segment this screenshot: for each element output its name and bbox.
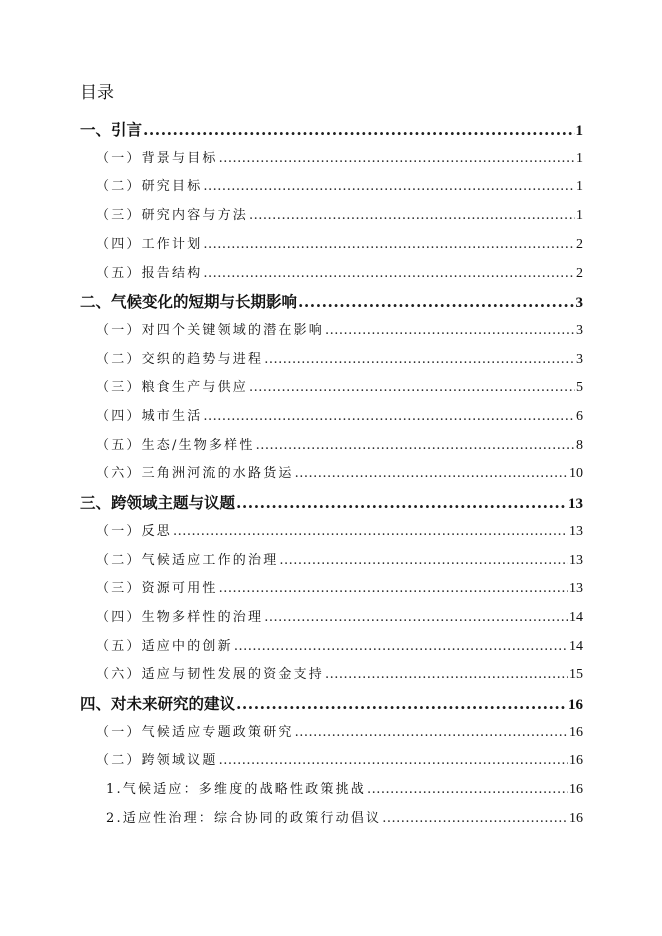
toc-entry-page-number: 1 bbox=[575, 123, 583, 139]
dot-leader bbox=[249, 377, 575, 399]
dot-leader bbox=[219, 148, 575, 170]
toc-entry-page-number: 1 bbox=[576, 179, 583, 195]
toc-entry-label: （三）粮食生产与供应 bbox=[96, 380, 249, 396]
toc-entry-page-number: 13 bbox=[569, 552, 583, 568]
toc-entry-page-number: 13 bbox=[569, 523, 583, 539]
toc-entry[interactable] bbox=[96, 636, 583, 658]
toc-entry[interactable] bbox=[106, 779, 583, 801]
dot-leader bbox=[295, 722, 568, 744]
toc-entry-page-number: 14 bbox=[569, 609, 583, 625]
toc-entry-page-number: 1 bbox=[576, 208, 583, 224]
dot-leader bbox=[203, 263, 575, 285]
toc-entry[interactable] bbox=[96, 234, 583, 256]
dot-leader bbox=[173, 521, 568, 543]
toc-entry-label: （二）气候适应工作的治理 bbox=[96, 552, 279, 568]
dot-leader bbox=[295, 463, 568, 485]
dot-leader bbox=[249, 205, 575, 227]
toc-entry-page-number: 16 bbox=[569, 753, 583, 769]
toc-entry[interactable] bbox=[96, 521, 583, 543]
toc-entry[interactable] bbox=[96, 148, 583, 170]
toc-entry-page-number: 13 bbox=[569, 581, 583, 597]
toc-entry-page-number: 13 bbox=[568, 496, 583, 513]
toc-entry[interactable] bbox=[96, 205, 583, 227]
dot-leader bbox=[264, 607, 568, 629]
toc-entry[interactable] bbox=[96, 463, 583, 485]
toc-entry[interactable] bbox=[96, 377, 583, 399]
toc-entry[interactable] bbox=[80, 492, 583, 514]
toc-entry-label: （六）适应与韧性发展的资金支持 bbox=[96, 667, 325, 683]
toc-entry-label: 三、跨领域主题与议题 bbox=[80, 494, 236, 513]
toc-entry-label: （四）城市生活 bbox=[96, 409, 203, 424]
toc-entry[interactable] bbox=[80, 693, 583, 715]
dot-leader bbox=[256, 435, 575, 457]
toc-entry[interactable] bbox=[96, 349, 583, 371]
dot-leader bbox=[236, 693, 567, 715]
toc-entry-label: （一）气候适应专题政策研究 bbox=[96, 724, 294, 740]
toc-entry[interactable] bbox=[96, 435, 583, 457]
toc-entry[interactable] bbox=[96, 320, 583, 342]
toc-entry-label: （三）资源可用性 bbox=[96, 581, 218, 597]
dot-leader bbox=[279, 550, 568, 572]
dot-leader bbox=[219, 750, 568, 772]
toc-entry-label: （一）背景与目标 bbox=[96, 150, 218, 166]
toc-entry-label: （三）研究内容与方法 bbox=[96, 208, 249, 224]
toc-entry[interactable] bbox=[96, 607, 583, 629]
toc-entry-page-number: 2 bbox=[576, 265, 583, 281]
toc-entry-page-number: 16 bbox=[569, 810, 583, 826]
toc-entry-label: 四、对未来研究的建议 bbox=[80, 695, 236, 713]
toc-entry-page-number: 16 bbox=[569, 782, 583, 798]
toc-entry[interactable] bbox=[96, 664, 583, 686]
toc-entry-label: （五）生态/生物多样性 bbox=[96, 437, 255, 453]
toc-entry-page-number: 14 bbox=[569, 638, 583, 654]
dot-leader bbox=[382, 808, 568, 830]
dot-leader bbox=[203, 176, 575, 198]
toc-entry[interactable] bbox=[96, 550, 583, 572]
toc-entry-page-number: 15 bbox=[569, 667, 583, 683]
toc-entry-page-number: 10 bbox=[569, 466, 583, 482]
toc-entry-label: （二）跨领域议题 bbox=[96, 753, 218, 769]
toc-entry-label: （五）适应中的创新 bbox=[96, 638, 233, 654]
toc-entry[interactable] bbox=[96, 176, 583, 198]
dot-leader bbox=[219, 578, 568, 600]
toc-entry-page-number: 3 bbox=[575, 295, 583, 312]
dot-leader bbox=[367, 779, 568, 801]
dot-leader bbox=[325, 320, 575, 342]
toc-entry-page-number: 8 bbox=[576, 437, 583, 453]
toc-entry[interactable] bbox=[96, 750, 583, 772]
toc-entry-page-number: 3 bbox=[576, 322, 583, 338]
toc-entry-label: 2.适应性治理：综合协同的政策行动倡议 bbox=[106, 810, 382, 826]
toc-entry[interactable] bbox=[80, 119, 583, 141]
toc-entry-page-number: 5 bbox=[576, 380, 583, 396]
toc-entry[interactable] bbox=[96, 578, 583, 600]
toc-entry[interactable] bbox=[80, 291, 583, 313]
toc-entry-label: （二）交织的趋势与进程 bbox=[96, 351, 264, 367]
dot-leader bbox=[203, 234, 575, 256]
page-title: 目录 bbox=[80, 83, 114, 103]
toc-entry[interactable] bbox=[96, 263, 583, 285]
toc-entry-label: 1.气候适应：多维度的战略性政策挑战 bbox=[106, 782, 367, 798]
toc-entry[interactable] bbox=[96, 722, 583, 744]
dot-leader bbox=[203, 406, 575, 428]
dot-leader bbox=[298, 291, 574, 313]
dot-leader bbox=[236, 492, 567, 514]
dot-leader bbox=[234, 636, 568, 658]
toc-entry-page-number: 3 bbox=[576, 351, 583, 367]
toc-entry-label: （一）对四个关键领域的潜在影响 bbox=[96, 322, 325, 338]
toc-entry-page-number: 16 bbox=[568, 697, 583, 713]
toc-entry-label: 一、引言 bbox=[80, 121, 143, 139]
toc-entry-label: （二）研究目标 bbox=[96, 179, 203, 195]
toc-entry[interactable] bbox=[106, 808, 583, 830]
dot-leader bbox=[143, 119, 574, 141]
dot-leader bbox=[325, 664, 568, 686]
toc-entry[interactable] bbox=[96, 406, 583, 428]
toc-entry-page-number: 1 bbox=[576, 150, 583, 166]
toc-entry-label: （一）反思 bbox=[96, 523, 173, 539]
toc-entry-label: （六）三角洲河流的水路货运 bbox=[96, 466, 294, 482]
toc-entry-label: （四）生物多样性的治理 bbox=[96, 609, 264, 625]
toc-entry-label: （四）工作计划 bbox=[96, 236, 203, 252]
dot-leader bbox=[264, 349, 575, 371]
toc-entry-page-number: 16 bbox=[569, 724, 583, 740]
toc-entry-label: 二、气候变化的短期与长期影响 bbox=[80, 293, 298, 312]
toc-entry-page-number: 6 bbox=[576, 409, 583, 424]
toc-entry-page-number: 2 bbox=[576, 236, 583, 252]
toc-entry-label: （五）报告结构 bbox=[96, 265, 203, 281]
